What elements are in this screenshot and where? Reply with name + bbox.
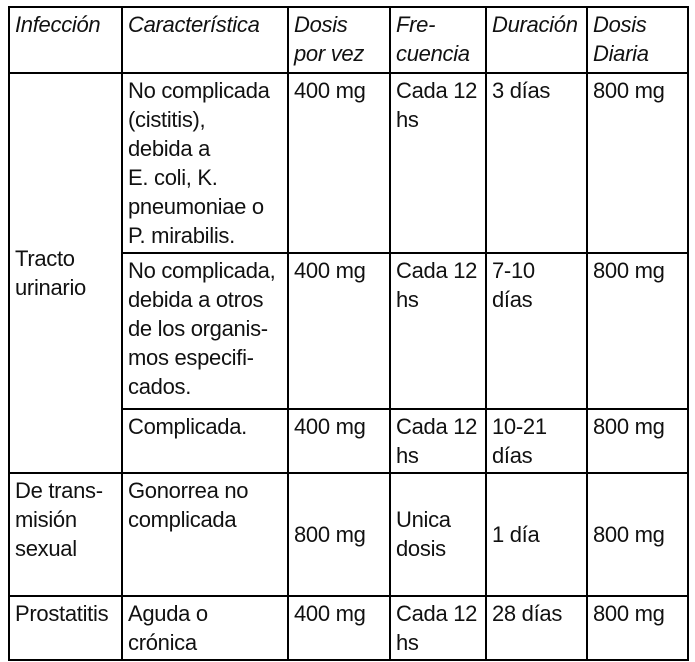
cell-text: hs [396, 443, 419, 468]
cell-text: dosis [396, 536, 446, 561]
header-text: Infección [15, 12, 101, 37]
cell-duration [486, 73, 587, 253]
cell-dose [288, 409, 390, 473]
cell-text: (cistitis), [128, 107, 206, 132]
cell-duration [486, 596, 587, 660]
cell-text: Gonorrea no [128, 478, 249, 503]
cell-characteristic [122, 409, 288, 473]
dosage-table [8, 6, 689, 661]
cell-text: De trans- [15, 478, 103, 503]
cell-infection [9, 73, 122, 473]
cell-text: debida a [128, 136, 211, 161]
cell-characteristic [122, 596, 288, 660]
cell-text: hs [396, 107, 419, 132]
cell-daily-dose [587, 253, 688, 409]
cell-frequency [390, 409, 486, 473]
cell-text: pneumoniae o [128, 194, 264, 219]
cell-daily-dose [587, 73, 688, 253]
cell-dose [288, 596, 390, 660]
cell-text: crónica [128, 630, 197, 655]
cell-text: complicada [128, 507, 237, 532]
header-text: Dosis [294, 12, 348, 37]
cell-text: urinario [15, 275, 86, 300]
cell-text: Tracto [15, 246, 75, 271]
header-text: Característica [128, 12, 260, 37]
cell-characteristic [122, 253, 288, 409]
header-text: Dosis [593, 12, 647, 37]
cell-daily-dose [587, 596, 688, 660]
cell-text: 800 mg [593, 601, 665, 626]
cell-text: E. coli, K. [128, 165, 218, 190]
cell-text: misión [15, 507, 77, 532]
header-text: Diaria [593, 41, 649, 66]
cell-text: 800 mg [294, 522, 366, 547]
cell-characteristic [122, 473, 288, 596]
cell-frequency [390, 73, 486, 253]
cell-text: P. mirabilis. [128, 223, 235, 248]
cell-text: Aguda o [128, 601, 208, 626]
cell-daily-dose [587, 409, 688, 473]
cell-text: 1 día [492, 522, 540, 547]
cell-text: debida a otros [128, 287, 264, 312]
cell-dose [288, 473, 390, 596]
header-dose-per-time [288, 7, 390, 73]
cell-frequency [390, 473, 486, 596]
cell-duration [486, 473, 587, 596]
header-frequency [390, 7, 486, 73]
cell-text: 400 mg [294, 601, 366, 626]
cell-text: 28 días [492, 601, 563, 626]
cell-text: Unica [396, 507, 451, 532]
header-duration [486, 7, 587, 73]
header-text: por vez [294, 41, 365, 66]
cell-text: mos especifi- [128, 345, 254, 370]
cell-text: No complicada, [128, 258, 276, 283]
cell-text: 3 días [492, 78, 551, 103]
cell-dose [288, 73, 390, 253]
header-text: Duración [492, 12, 578, 37]
cell-duration [486, 253, 587, 409]
cell-text: No complicada [128, 78, 270, 103]
cell-text: Cada 12 [396, 258, 478, 283]
cell-text: 800 mg [593, 522, 665, 547]
header-daily-dose [587, 7, 688, 73]
cell-infection [9, 596, 122, 660]
cell-text: días [492, 287, 533, 312]
table-header-row [9, 7, 688, 73]
cell-text: de los organis- [128, 316, 268, 341]
cell-text: 800 mg [593, 414, 665, 439]
header-infection [9, 7, 122, 73]
header-characteristic [122, 7, 288, 73]
cell-text: Prostatitis [15, 601, 109, 626]
cell-characteristic [122, 73, 288, 253]
cell-text: hs [396, 630, 419, 655]
cell-text: 400 mg [294, 258, 366, 283]
cell-text: 800 mg [593, 78, 665, 103]
cell-text: cados. [128, 374, 192, 399]
cell-frequency [390, 253, 486, 409]
cell-frequency [390, 596, 486, 660]
cell-text: hs [396, 287, 419, 312]
cell-text: Cada 12 [396, 601, 478, 626]
cell-text: 800 mg [593, 258, 665, 283]
cell-text: 400 mg [294, 414, 366, 439]
cell-text: 400 mg [294, 78, 366, 103]
header-text: Fre- [396, 12, 436, 37]
cell-text: 10-21 [492, 414, 547, 439]
header-text: cuencia [396, 41, 470, 66]
table-row [9, 73, 688, 253]
cell-text: Cada 12 [396, 414, 478, 439]
cell-text: Complicada. [128, 414, 247, 439]
table-row [9, 473, 688, 596]
cell-duration [486, 409, 587, 473]
table-row [9, 596, 688, 660]
cell-text: sexual [15, 536, 77, 561]
cell-dose [288, 253, 390, 409]
cell-text: días [492, 443, 533, 468]
cell-daily-dose [587, 473, 688, 596]
cell-text: Cada 12 [396, 78, 478, 103]
cell-infection [9, 473, 122, 596]
cell-text: 7-10 [492, 258, 535, 283]
